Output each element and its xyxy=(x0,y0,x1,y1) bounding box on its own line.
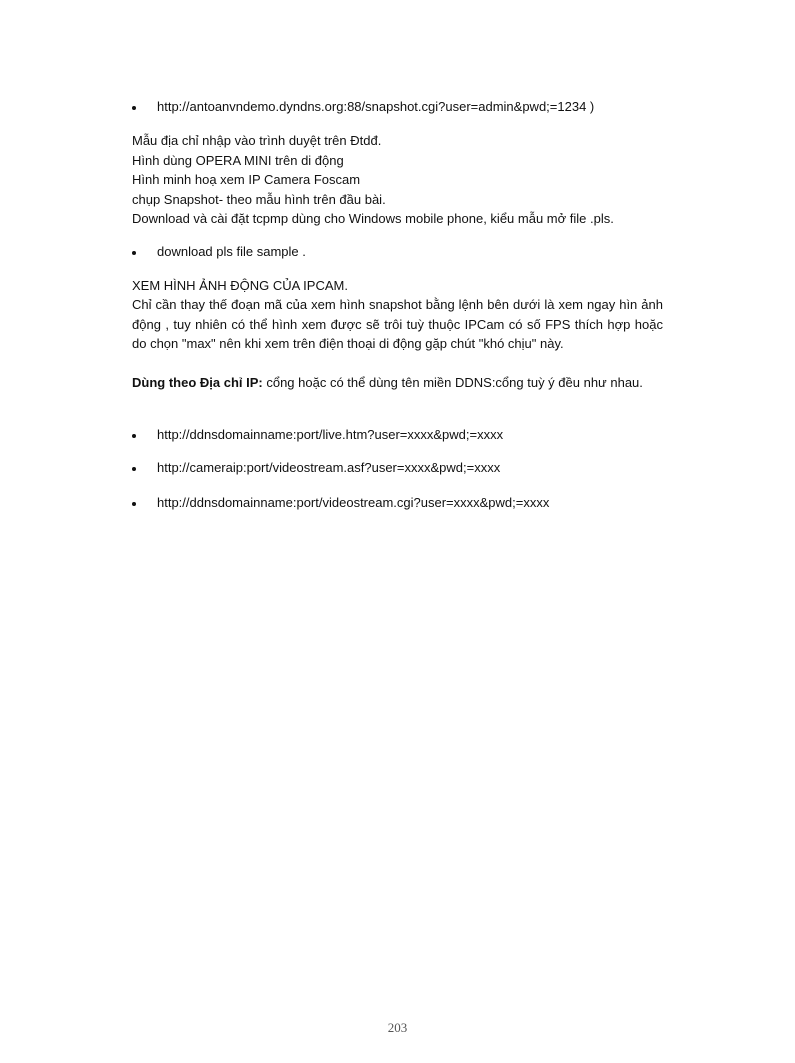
download-sample-text: download pls file sample . xyxy=(157,244,306,259)
intro-line: Download và cài đặt tcpmp dùng cho Windows mobile phone, kiểu mẫu mở file .pls. xyxy=(132,211,614,226)
section-paragraph: Chỉ cần thay thế đoạn mã của xem hình snapshot bằng lệnh bên dưới là xem ngay hìn ảnh động , tuy nhiên có thể hình xem được sẽ trôi tuỳ thuộc IPCam có số FPS thích hợp hoặc do chọn "max" nên khi xem trên điện thoại di động gặp chút "khó chịu" này. xyxy=(132,297,663,351)
asf-url-text: http://cameraip:port/videostream.asf?user=xxxx&pwd;=xxxx xyxy=(157,460,501,475)
list-item xyxy=(132,459,663,477)
snapshot-url-text: http://antoanvndemo.dyndns.org:88/snapshot.cgi?user=admin&pwd;=1234 ) xyxy=(157,99,595,114)
ip-usage-paragraph xyxy=(132,373,663,393)
document-page xyxy=(132,0,663,1063)
list-item xyxy=(132,426,663,444)
bullet-icon xyxy=(132,251,136,255)
cgi-url-text: http://ddnsdomainname:port/videostream.cgi?user=xxxx&pwd;=xxxx xyxy=(157,495,550,510)
intro-line: chụp Snapshot- theo mẫu hình trên đầu bài. xyxy=(132,191,386,207)
ip-usage-text: cổng hoặc có thể dùng tên miền DDNS:cổng tuỳ ý đều như nhau. xyxy=(262,375,643,390)
intro-line: Mẫu địa chỉ nhập vào trình duyệt trên Đtdđ. xyxy=(132,133,382,148)
list-item xyxy=(132,243,663,261)
intro-paragraph xyxy=(132,131,663,229)
page-number: 203 xyxy=(387,1020,408,1035)
bullet-icon xyxy=(132,467,136,471)
list-item xyxy=(132,494,663,512)
bullet-icon xyxy=(132,106,136,110)
bullet-icon xyxy=(132,434,136,438)
bullet-icon xyxy=(132,502,136,506)
intro-line: Hình minh hoạ xem IP Camera Foscam xyxy=(132,172,361,187)
live-url-text: http://ddnsdomainname:port/live.htm?user=xxxx&pwd;=xxxx xyxy=(157,427,504,442)
section-heading xyxy=(132,276,663,296)
ip-usage-label: Dùng theo Địa chỉ IP: xyxy=(132,375,263,390)
intro-line: Hình dùng OPERA MINI trên di động xyxy=(132,152,344,168)
section-heading-text: XEM HÌNH ẢNH ĐỘNG CỦA IPCAM. xyxy=(132,278,348,293)
list-item xyxy=(132,98,663,116)
